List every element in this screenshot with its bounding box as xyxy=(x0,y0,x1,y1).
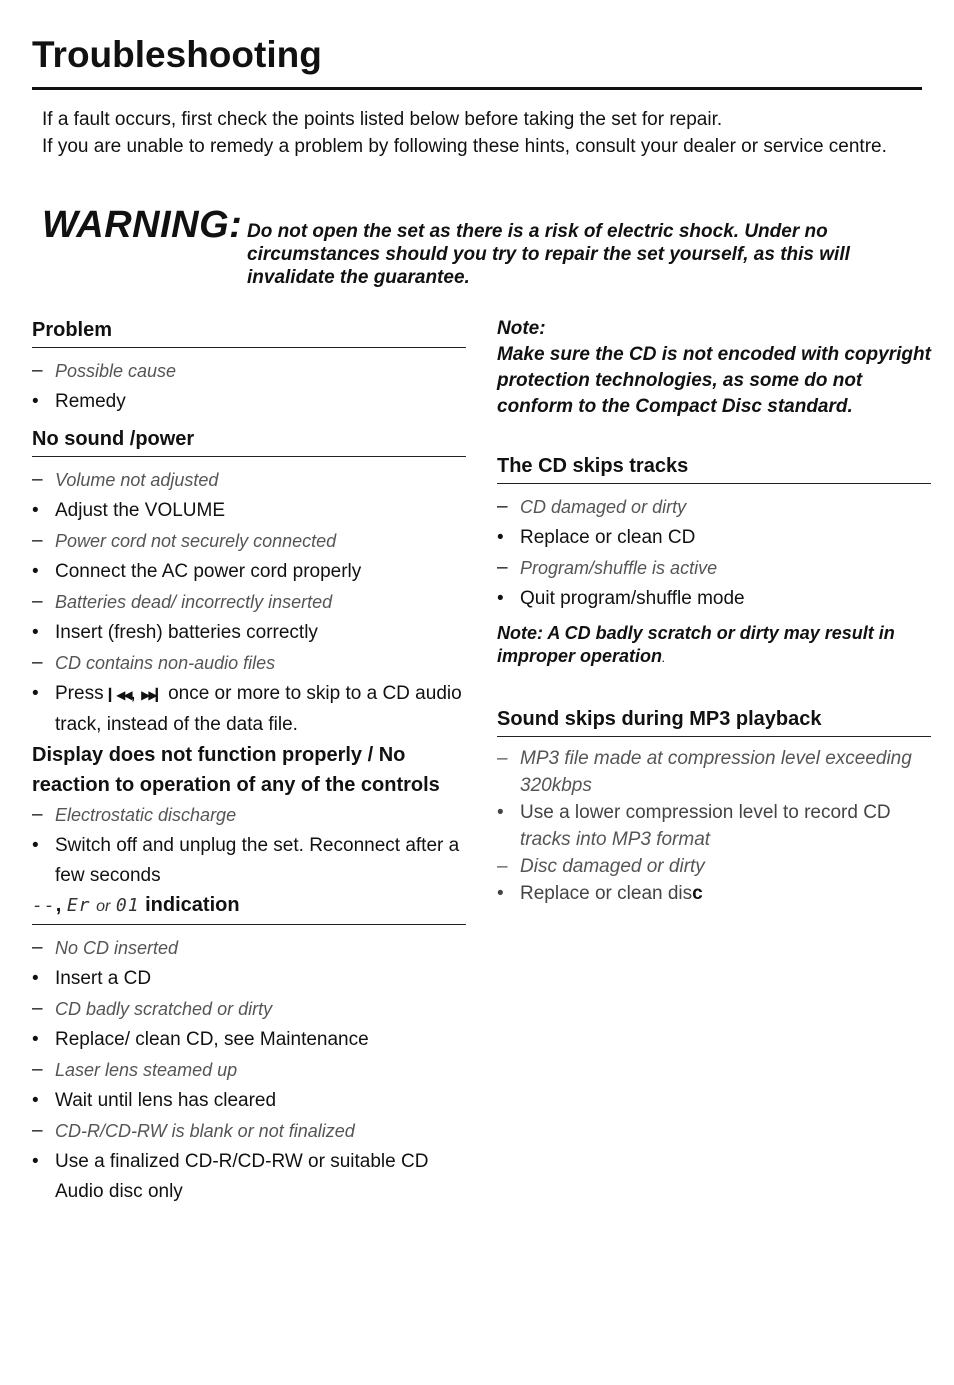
display-section xyxy=(32,740,466,891)
remedy-item: • Quit program/shuffle mode xyxy=(497,588,745,609)
cause-item: – Electrostatic discharge xyxy=(32,804,237,825)
remedy-item: • Replace or clean CD xyxy=(497,527,696,548)
copyright-note xyxy=(497,316,931,420)
remedy-item: • Insert (fresh) batteries correctly xyxy=(32,622,318,643)
cause-item: – CD damaged or dirty xyxy=(497,496,687,517)
remedy-item: • Connect the AC power cord properly xyxy=(32,561,362,582)
legend-cause: – Possible cause xyxy=(32,356,466,387)
left-column xyxy=(32,316,466,1207)
cause-item: – CD badly scratched or dirty xyxy=(32,998,273,1019)
warning-label: WARNING: xyxy=(42,204,243,246)
intro-line-1: If a fault occurs, first check the points listed below before taking the set for repair. xyxy=(42,109,723,130)
cause-item: – Disc damaged or dirty xyxy=(497,856,705,877)
right-column xyxy=(497,316,931,907)
cause-item: – No CD inserted xyxy=(32,937,179,958)
note-text: Make sure the CD is not encoded with copyright protection technologies, as some do not conform to the Compact Disc standard. xyxy=(497,344,931,417)
remedy-item: • Use a lower compression level to record CD tracks into MP3 format xyxy=(497,802,891,850)
lcd-01: 01 xyxy=(115,895,140,916)
dash-marker: – xyxy=(32,360,43,381)
remedy-item: • Adjust the VOLUME xyxy=(32,500,226,521)
skips-heading: The CD skips tracks xyxy=(497,452,931,484)
title-rule xyxy=(32,87,922,90)
remedy-item: • Use a finalized CD-R/CD-RW or suitable CD Audio disc only xyxy=(32,1151,429,1202)
cause-item: – Batteries dead/ incorrectly inserted xyxy=(32,591,333,612)
note-label: Note: xyxy=(497,318,546,339)
cause-item: – MP3 file made at compression level exceeding 320kbps xyxy=(497,748,912,796)
remedy-item: • Switch off and unplug the set. Reconnect after a few seconds xyxy=(32,835,460,886)
remedy-item: • Replace or clean disc xyxy=(497,883,703,904)
legend-heading: Problem xyxy=(32,316,466,348)
indication-section xyxy=(32,891,466,1207)
remedy-item: • Replace/ clean CD, see Maintenance xyxy=(32,1029,369,1050)
warning-text: Do not open the set as there is a risk of electric shock. Under no circumstances should you try to repair the set yourself, as this will invalidate the guarantee. xyxy=(247,221,850,288)
bullet-marker: • xyxy=(32,391,39,412)
lcd-er: Er xyxy=(66,895,91,916)
intro xyxy=(42,106,902,160)
no-sound-section xyxy=(32,425,466,740)
cause-item: – Volume not adjusted xyxy=(32,469,219,490)
display-heading: Display does not function properly / No reaction to operation of any of the controls xyxy=(32,744,440,796)
remedy-item: • Insert a CD xyxy=(32,968,152,989)
mp3-section xyxy=(497,705,931,907)
skip-previous-icon: ▎◀◀ xyxy=(108,688,131,702)
cause-item: – CD contains non-audio files xyxy=(32,652,276,673)
intro-line-2: If you are unable to remedy a problem by following these hints, consult your dealer or service centre. xyxy=(42,136,887,157)
remedy-item: • Wait until lens has cleared xyxy=(32,1090,277,1111)
legend-section xyxy=(32,316,466,417)
cause-item: – Program/shuffle is active xyxy=(497,557,718,578)
mp3-heading: Sound skips during MP3 playback xyxy=(497,705,931,737)
cause-item: – Power cord not securely connected xyxy=(32,530,337,551)
lcd-dashes: -- xyxy=(32,895,56,916)
no-sound-heading: No sound /power xyxy=(32,425,466,457)
cause-item: – Laser lens steamed up xyxy=(32,1059,238,1080)
skips-section xyxy=(497,452,931,669)
page-title: Troubleshooting xyxy=(32,34,322,75)
remedy-item: • Press ▎◀◀, ▶▶▎ once or more to skip to a CD audio track, instead of the data file. xyxy=(32,683,462,735)
cause-item: – CD-R/CD-RW is blank or not finalized xyxy=(32,1120,355,1141)
skip-next-icon: ▶▶▎ xyxy=(141,688,163,702)
legend-remedy: • Remedy xyxy=(32,387,466,417)
scratch-note: Note: A CD badly scratch or dirty may result in improper operation. xyxy=(497,623,895,666)
indication-heading: --, Er or 01 indication xyxy=(32,891,466,925)
